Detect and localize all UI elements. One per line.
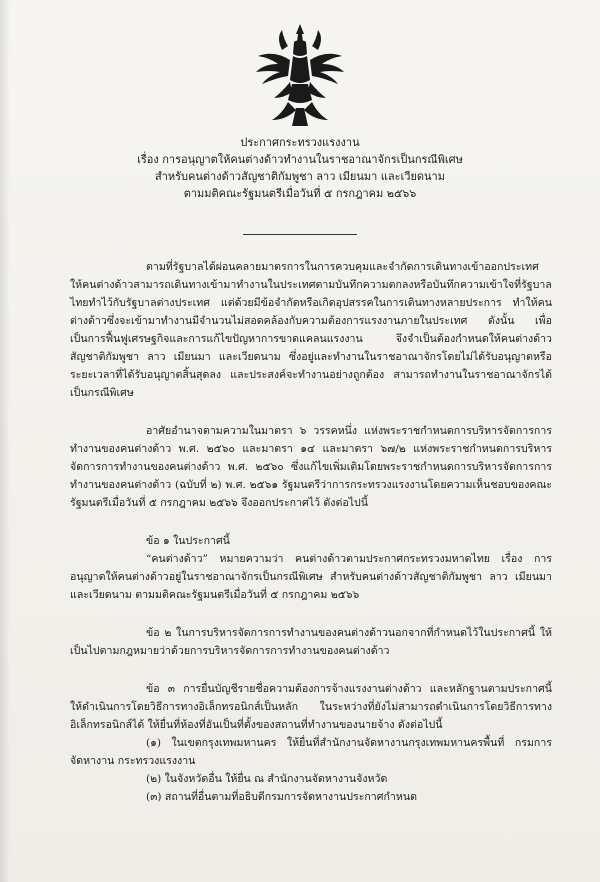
clause-3: ข้อ ๓ การยื่นบัญชีรายชื่อความต้องการจ้างแรงงานต่างด้าว และหลักฐานตามประกาศนี้ ให้ดำเนินการโดยวิธีการทางอิเล็กทรอนิกส์เป็นหลัก ในระหว่างที่ยังไม่สามารถดำเนินการโดยวิธีการทางอิเล็กทรอนิกส์ได้ ให้ยื่นที่ห้องที่อันเป็นที่ตั้งของสถานที่ทำงานของนายจ้าง ดังต่อไปนี้: [70, 683, 552, 731]
subject-line-2: สำหรับคนต่างด้าวสัญชาติกัมพูชา ลาว เมียนมา และเวียดนาม: [155, 170, 445, 183]
header-divider: [243, 234, 357, 235]
paragraph-authority: อาศัยอำนาจตามความในมาตรา ๖ วรรคหนึ่ง แห่งพระราชกำหนดการบริหารจัดการการทำงานของคนต่างด้าว พ.ศ. ๒๕๖๐ และมาตรา ๑๔ และมาตรา ๖๗/๒ แห่งพระราชกำหนดการบริหารจัดการการทำงานของคนต่างด้าว พ.ศ. ๒๕๖๐ ซึ่งแก้ไขเพิ่มเติมโดยพระราชกำหนดการบริหารจัดการการทำงานของคนต่างด้าว (ฉบับที่ ๒) พ.ศ. ๒๕๖๑ รัฐมนตรีว่าการกระทรวงแรงงานโดยความเห็นชอบของคณะรัฐมนตรีเมื่อวันที่ ๕ กรกฎาคม ๒๕๖๖ จึงออกประกาศไว้ ดังต่อไปนี้: [70, 425, 552, 509]
clause-3-item-1: (๑) ในเขตกรุงเทพมหานคร ให้ยื่นที่สำนักงานจัดหางานกรุงเทพมหานครพื้นที่ กรมการจัดหางาน กระทรวงแรงงาน: [70, 737, 552, 767]
clause-1-title: ข้อ ๑ ในประกาศนี้: [146, 535, 230, 547]
clause-3-item-3: (๓) สถานที่อื่นตามที่อธิบดีกรมการจัดหางานประกาศกำหนด: [146, 791, 417, 803]
subject-line-3: ตามมติคณะรัฐมนตรีเมื่อวันที่ ๕ กรกฎาคม ๒๕๖๖: [183, 187, 417, 200]
announcement-header: [0, 134, 600, 202]
garuda-emblem-icon: [252, 20, 348, 130]
document-body: [70, 258, 552, 806]
ministry-title: ประกาศกระทรวงแรงงาน: [240, 136, 360, 149]
paragraph-preamble: ตามที่รัฐบาลได้ผ่อนคลายมาตรการในการควบคุมและจำกัดการเดินทางเข้าออกประเทศ ให้คนต่างด้าวสามารถเดินทางเข้ามาทำงานในประเทศตามบันทึกความตกลงหรือบันทึกความเข้าใจที่รัฐบาลไทยทำไว้กับรัฐบาลต่างประเทศ แต่ด้วยมีข้อจำกัดหรือเกิดอุปสรรคในการเดินทางหลายประการ ทำให้คนต่างด้าวซึ่งจะเข้ามาทำงานมีจำนวนไม่สอดคล้องกับความต้องการแรงงานภายในประเทศ ดังนั้น เพื่อเป็นการฟื้นฟูเศรษฐกิจและการแก้ไขปัญหาการขาดแคลนแรงงาน จึงจำเป็นต้องกำหนดให้คนต่างด้าวสัญชาติกัมพูชา ลาว เมียนมา และเวียดนาม ซึ่งอยู่และทำงานในราชอาณาจักรโดยไม่ได้รับอนุญาตหรือระยะเวลาที่ได้รับอนุญาตสิ้นสุดลง และประสงค์จะทำงานอย่างถูกต้อง สามารถทำงานในราชอาณาจักรได้เป็นกรณีพิเศษ: [70, 261, 552, 399]
subject-line: เรื่อง การอนุญาตให้คนต่างด้าวทำงานในราชอาณาจักรเป็นกรณีพิเศษ: [137, 153, 463, 166]
clause-2: ข้อ ๒ ในการบริหารจัดการการทำงานของคนต่างด้าวนอกจากที่กำหนดไว้ในประกาศนี้ ให้เป็นไปตามกฎหมายว่าด้วยการบริหารจัดการการทำงานของคนต่างด้าว: [70, 627, 552, 657]
clause-3-item-2: (๒) ในจังหวัดอื่น ให้ยื่น ณ สำนักงานจัดหางานจังหวัด: [146, 773, 388, 785]
clause-1-definition: “คนต่างด้าว” หมายความว่า คนต่างด้าวตามประกาศกระทรวงมหาดไทย เรื่อง การอนุญาตให้คนต่างด้าวอยู่ในราชอาณาจักรเป็นกรณีพิเศษ สำหรับคนต่างด้าวสัญชาติกัมพูชา ลาว เมียนมา และเวียดนาม ตามมติคณะรัฐมนตรีเมื่อวันที่ ๕ กรกฎาคม ๒๕๖๖: [70, 553, 552, 601]
